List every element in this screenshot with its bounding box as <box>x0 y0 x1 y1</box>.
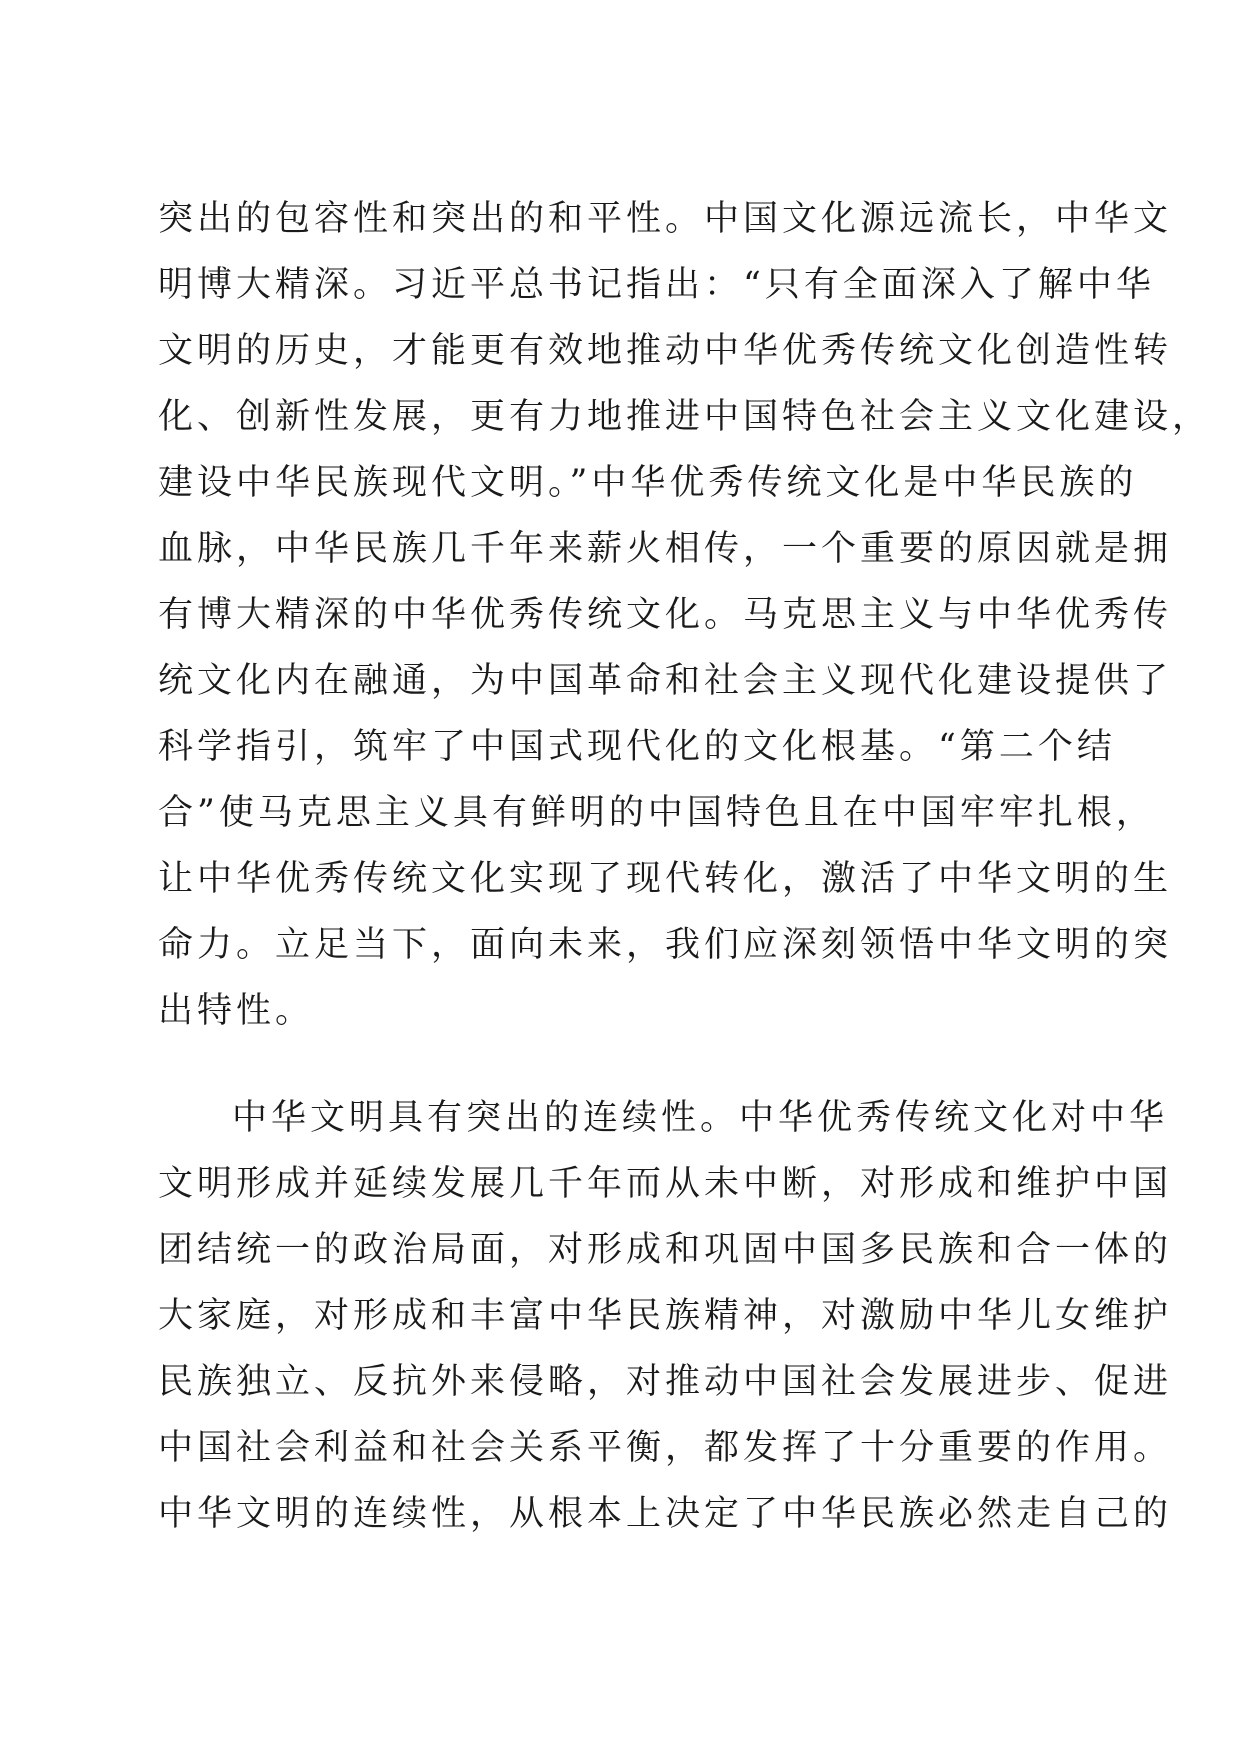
text-line: 中华文明的连续性，从根本上决定了中华民族必然走自己的 <box>158 1494 1173 1534</box>
text-line: 让中华优秀传统文化实现了现代转化，激活了中华文明的生 <box>158 859 1173 899</box>
paragraph-1 <box>158 186 1212 1044</box>
text-line: 命力。立足当下，面向未来，我们应深刻领悟中华文明的突 <box>158 925 1173 965</box>
text-line: 中国社会利益和社会关系平衡，都发挥了十分重要的作用。 <box>158 1428 1173 1468</box>
text-line: 大家庭，对形成和丰富中华民族精神，对激励中华儿女维护 <box>158 1296 1173 1336</box>
text-line: 突出的包容性和突出的和平性。中国文化源远流长，中华文 <box>158 199 1173 239</box>
text-line: 明博大精深。习近平总书记指出：“只有全面深入了解中华 <box>158 265 1155 305</box>
text-line: 文明形成并延续发展几千年而从未中断，对形成和维护中国 <box>158 1164 1173 1204</box>
text-line: 团结统一的政治局面，对形成和巩固中国多民族和合一体的 <box>158 1230 1173 1270</box>
text-line: 中华文明具有突出的连续性。中华优秀传统文化对中华 <box>232 1098 1169 1138</box>
text-line: 化、创新性发展，更有力地推进中国特色社会主义文化建设， <box>158 397 1212 437</box>
text-line: 有博大精深的中华优秀传统文化。马克思主义与中华优秀传 <box>158 595 1173 635</box>
text-line: 建设中华民族现代文明。”中华优秀传统文化是中华民族的 <box>158 463 1138 503</box>
text-line: 血脉，中华民族几千年来薪火相传，一个重要的原因就是拥 <box>158 529 1173 569</box>
text-line: 文明的历史，才能更有效地推动中华优秀传统文化创造性转 <box>158 331 1173 371</box>
text-line: 出特性。 <box>158 991 315 1031</box>
paragraph-2 <box>158 1085 1173 1547</box>
text-line: 合”使马克思主义具有鲜明的中国特色且在中国牢牢扎根， <box>158 793 1155 833</box>
text-line: 民族独立、反抗外来侵略，对推动中国社会发展进步、促进 <box>158 1362 1173 1402</box>
text-line: 统文化内在融通，为中国革命和社会主义现代化建设提供了 <box>158 661 1173 701</box>
text-line: 科学指引，筑牢了中国式现代化的文化根基。“第二个结 <box>158 727 1116 767</box>
